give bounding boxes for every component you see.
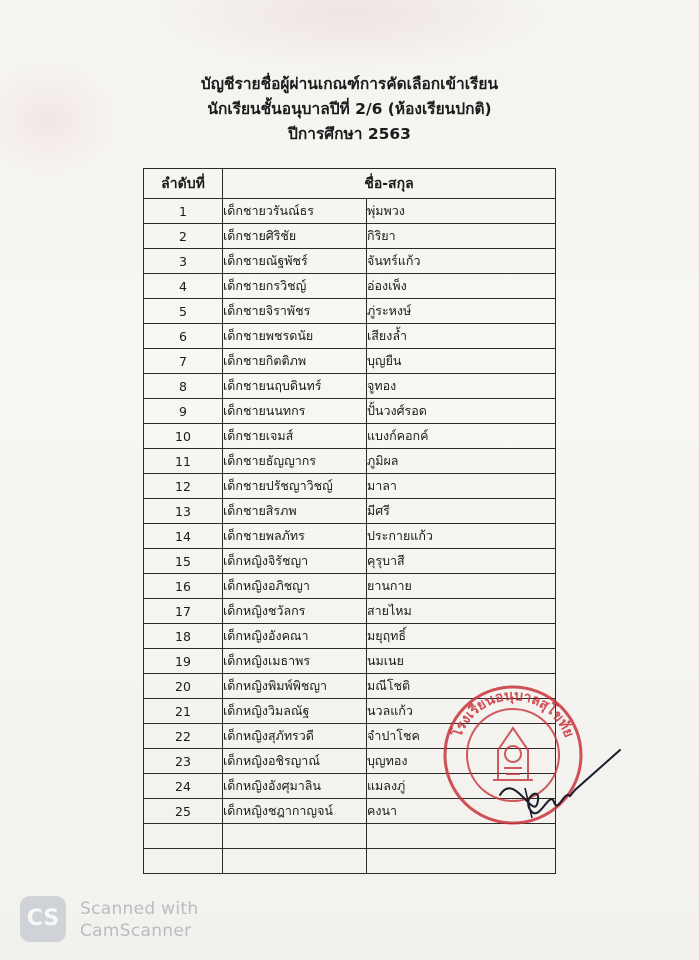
student-surname: จูทอง (367, 374, 556, 399)
table-row (144, 299, 556, 324)
table-row (144, 349, 556, 374)
signature-icon (480, 730, 630, 840)
row-number: 23 (144, 749, 223, 774)
table-row (144, 524, 556, 549)
watermark-line-2: CamScanner (80, 921, 192, 941)
student-surname: กิริยา (367, 224, 556, 249)
student-first-name: เด็กชายจิราพัชร (223, 299, 367, 324)
row-number: 10 (144, 424, 223, 449)
student-surname: แบงก์คอกค์ (367, 424, 556, 449)
student-first-name: เด็กหญิงอชิรญาณ์ (223, 749, 367, 774)
student-surname: ปั้นวงศ์รอด (367, 399, 556, 424)
row-number: 7 (144, 349, 223, 374)
student-first-name: เด็กชายเจมส์ (223, 424, 367, 449)
table-row (144, 249, 556, 274)
student-first-name: เด็กหญิงพิมพ์พิชญา (223, 674, 367, 699)
student-first-name: เด็กชายวรันณ์ธร (223, 199, 367, 224)
table-row (144, 574, 556, 599)
student-first-name: เด็กชายกรวิชญ์ (223, 274, 367, 299)
row-number: 12 (144, 474, 223, 499)
student-surname: มยุฤทธิ์ (367, 624, 556, 649)
student-surname: เสียงล้ำ (367, 324, 556, 349)
header-fullname: ชื่อ-สกุล (223, 169, 556, 199)
header-order: ลำดับที่ (144, 169, 223, 199)
student-surname: ประกายแก้ว (367, 524, 556, 549)
student-surname: มีศรี (367, 499, 556, 524)
row-number: 15 (144, 549, 223, 574)
table-row (144, 499, 556, 524)
student-surname: นวลแก้ว (367, 699, 556, 724)
watermark-line-1: Scanned with (80, 899, 199, 919)
row-number: 22 (144, 724, 223, 749)
blank-cell (144, 824, 223, 849)
blank-cell (223, 824, 367, 849)
blank-table-row (144, 849, 556, 874)
student-first-name: เด็กชายพชรดนัย (223, 324, 367, 349)
seal-text: โรงเรียนอนุบาลสุโขทัย (449, 687, 577, 740)
row-number: 2 (144, 224, 223, 249)
table-row (144, 549, 556, 574)
row-number: 18 (144, 624, 223, 649)
student-surname: ภูมิผล (367, 449, 556, 474)
student-surname: แมลงภู่ (367, 774, 556, 799)
student-first-name: เด็กชายกิตติภพ (223, 349, 367, 374)
table-row (144, 449, 556, 474)
table-row (144, 324, 556, 349)
student-surname: นมเนย (367, 649, 556, 674)
student-first-name: เด็กหญิงอังศุมาลิน (223, 774, 367, 799)
row-number: 17 (144, 599, 223, 624)
row-number: 1 (144, 199, 223, 224)
title-line-1: บัญชีรายชื่อผู้ผ่านเกณฑ์การคัดเลือกเข้าเรียน (200, 75, 499, 93)
table-row (144, 624, 556, 649)
title-line-2: นักเรียนชั้นอนุบาลปีที่ 2/6 (ห้องเรียนปกติ) (207, 100, 492, 118)
svg-text:· · · · · · · · · · · · · · ·: · · · · · · · · · · · · · · · (481, 787, 545, 805)
student-surname: พุ่มพวง (367, 199, 556, 224)
ink-bleed-top (150, 0, 550, 70)
student-first-name: เด็กชายณัฐพัชร์ (223, 249, 367, 274)
student-first-name: เด็กหญิงสุภัทรวดี (223, 724, 367, 749)
blank-cell (144, 849, 223, 874)
student-surname: คงนา (367, 799, 556, 824)
scanner-watermark (80, 898, 198, 942)
table-row (144, 199, 556, 224)
table-row (144, 274, 556, 299)
student-surname: มาลา (367, 474, 556, 499)
student-first-name: เด็กชายปรัชญาวิชญ์ (223, 474, 367, 499)
student-surname: ภู่ระหงษ์ (367, 299, 556, 324)
student-first-name: เด็กชายนนทกร (223, 399, 367, 424)
row-number: 6 (144, 324, 223, 349)
student-surname: สายไหม (367, 599, 556, 624)
row-number: 5 (144, 299, 223, 324)
student-first-name: เด็กหญิงชฎากาญจน์ (223, 799, 367, 824)
row-number: 21 (144, 699, 223, 724)
row-number: 8 (144, 374, 223, 399)
student-first-name: เด็กหญิงชวัลกร (223, 599, 367, 624)
student-surname: คุรุบาสี (367, 549, 556, 574)
student-first-name: เด็กชายสิรภพ (223, 499, 367, 524)
row-number: 19 (144, 649, 223, 674)
student-first-name: เด็กชายพลภัทร (223, 524, 367, 549)
row-number: 14 (144, 524, 223, 549)
student-surname: บุญทอง (367, 749, 556, 774)
row-number: 20 (144, 674, 223, 699)
blank-cell (223, 849, 367, 874)
table-row (144, 599, 556, 624)
row-number: 11 (144, 449, 223, 474)
document-title (0, 72, 699, 147)
student-first-name: เด็กหญิงอังคณา (223, 624, 367, 649)
row-number: 16 (144, 574, 223, 599)
row-number: 4 (144, 274, 223, 299)
table-row (144, 424, 556, 449)
student-first-name: เด็กชายธัญญากร (223, 449, 367, 474)
camscanner-logo: CS (20, 896, 66, 942)
title-line-3: ปีการศึกษา 2563 (288, 125, 411, 143)
table-row (144, 649, 556, 674)
table-row (144, 399, 556, 424)
student-surname: มณีโชติ (367, 674, 556, 699)
student-first-name: เด็กชายนฤบดินทร์ (223, 374, 367, 399)
row-number: 3 (144, 249, 223, 274)
table-header-row (144, 169, 556, 199)
student-first-name: เด็กหญิงเมธาพร (223, 649, 367, 674)
student-surname: จำปาโชค (367, 724, 556, 749)
student-first-name: เด็กหญิงวิมลณัฐ (223, 699, 367, 724)
student-surname: อ่องเพ็ง (367, 274, 556, 299)
student-surname: ยานกาย (367, 574, 556, 599)
table-row (144, 224, 556, 249)
blank-cell (367, 849, 556, 874)
student-surname: จันทร์แก้ว (367, 249, 556, 274)
table-row (144, 474, 556, 499)
table-row (144, 374, 556, 399)
student-first-name: เด็กชายศิริชัย (223, 224, 367, 249)
row-number: 24 (144, 774, 223, 799)
row-number: 25 (144, 799, 223, 824)
row-number: 13 (144, 499, 223, 524)
row-number: 9 (144, 399, 223, 424)
student-surname: บุญยืน (367, 349, 556, 374)
student-first-name: เด็กหญิงจิรัชญา (223, 549, 367, 574)
student-first-name: เด็กหญิงอภิชญา (223, 574, 367, 599)
